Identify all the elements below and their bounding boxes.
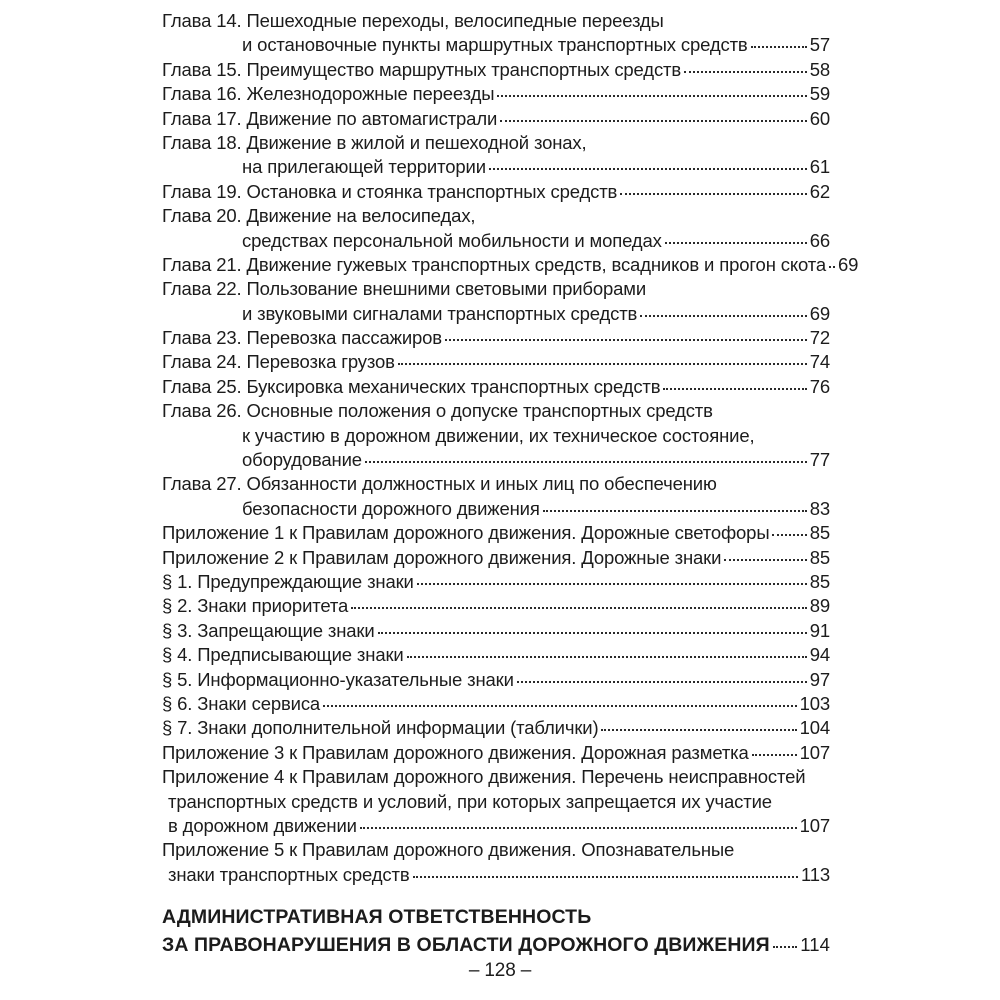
toc-line [162,448,830,472]
dot-leader [407,652,807,658]
toc-entry [162,668,830,692]
toc-entry [162,82,830,106]
page-reference: 61 [809,156,830,178]
dot-leader [517,677,807,683]
dot-leader [663,384,806,390]
toc-line [162,33,830,57]
dot-leader [684,67,807,73]
toc-line [162,716,830,740]
toc-entry-title: Движение в жилой и пешеходной зонах, [246,131,587,153]
toc-line [162,668,830,692]
dot-leader [543,506,807,512]
toc-entry-title: § 1. Предупреждающие знаки [162,570,414,592]
page-reference: 69 [809,302,830,324]
toc-line [162,521,830,545]
toc-entry-title: знаки транспортных средств [168,863,410,885]
dot-leader [829,262,835,268]
page-reference: 57 [809,34,830,56]
toc-line [162,277,830,301]
chapter-label: Глава 21. [162,253,242,275]
toc-entry-title: Перевозка пассажиров [246,327,442,349]
page-reference: 85 [809,570,830,592]
toc-entry-title: Обязанности должностных и иных лиц по обеспечению [246,473,717,495]
dot-leader [398,359,807,365]
toc-entry-title: оборудование [242,449,362,471]
page-number: – 128 – [468,960,532,981]
toc-entry-title: § 2. Знаки приоритета [162,595,349,617]
toc-entry-title: в дорожном движении [168,814,357,836]
toc-entry-title: § 4. Предписывающие знаки [162,644,404,666]
toc-entry [162,131,830,180]
toc-entry [162,546,830,570]
page-reference: 107 [799,741,830,763]
page-reference: 77 [809,449,830,471]
dot-leader [640,311,807,317]
toc-line [162,131,830,155]
toc-entry-title: Пользование внешними световыми приборами [246,278,647,300]
toc-entry-title: Движение на велосипедах, [246,205,476,227]
dot-leader [360,823,797,829]
toc-line [162,814,830,838]
chapter-label: Глава 19. [162,180,242,202]
page-reference: 66 [809,229,830,251]
toc-entry-title: Приложение 3 к Правилам дорожного движения. Дорожная разметка [162,741,749,763]
toc-line [162,326,830,350]
toc-entry-title: Основные положения о допуске транспортных средств [246,400,713,422]
page-reference: 107 [799,814,830,836]
toc-line [162,594,830,618]
toc-entry [162,472,830,521]
toc-entry-title: Приложение 4 к Правилам дорожного движения. Перечень неисправностей [162,766,806,788]
toc-entry [162,716,830,740]
chapter-label: Глава 18. [162,131,242,153]
dot-leader [413,872,798,878]
toc-line [162,643,830,667]
toc-entry-title: Пешеходные переходы, велосипедные переезды [246,10,664,31]
toc-line [162,375,830,399]
toc-line [162,497,830,521]
dot-leader [601,725,796,731]
toc-entry [162,180,830,204]
toc-line [162,82,830,106]
page-reference: 114 [800,934,830,955]
toc-line [162,302,830,326]
page-reference: 58 [809,58,830,80]
dot-leader [724,555,806,561]
toc-entry [162,9,830,58]
toc-entry-title: § 6. Знаки сервиса [162,692,321,714]
toc-entry-title: § 3. Запрещающие знаки [162,619,375,641]
dot-leader [773,942,797,948]
section-heading-administrative-responsibility [162,904,830,958]
toc-line [162,107,830,131]
page-reference: 104 [799,717,830,739]
toc-line [162,204,830,228]
toc-line [162,155,830,179]
dot-leader [620,189,806,195]
toc-entry-title: транспортных средств и условий, при которых запрещается их участие [168,790,772,812]
toc-entry-title: средствах персональной мобильности и мопедах [242,229,662,251]
chapter-label: Глава 16. [162,83,242,105]
toc-entry-title: и остановочные пункты маршрутных транспортных средств [242,34,748,56]
toc-line [162,229,830,253]
chapter-label: Глава 20. [162,205,242,227]
toc-line [162,570,830,594]
dot-leader [665,238,807,244]
page-reference: 72 [809,327,830,349]
dot-leader [365,457,807,463]
toc-entry [162,58,830,82]
chapter-label: Глава 23. [162,327,242,349]
toc-line [162,350,830,374]
page-reference: 76 [809,375,830,397]
page-reference: 60 [809,107,830,129]
page-reference: 91 [809,619,830,641]
page-reference: 69 [838,253,859,275]
toc-entry-title: Движение гужевых транспортных средств, всадников и прогон скота [246,253,826,275]
toc-line [162,9,830,33]
toc-line [162,253,859,277]
dot-leader [445,335,807,341]
toc-entry-title: Преимущество маршрутных транспортных средств [246,58,682,80]
toc-entry-title: Остановка и стоянка транспортных средств [246,180,618,202]
toc-entry-title: Приложение 5 к Правилам дорожного движения. Опознавательные [162,839,735,861]
toc-entry [162,253,859,277]
toc-entry [162,107,830,131]
table-of-contents [162,9,859,887]
chapter-label: Глава 26. [162,400,242,422]
toc-line [162,790,830,814]
toc-entry [162,741,830,765]
toc-entry-title: Движение по автомагистрали [246,107,498,129]
toc-entry [162,350,830,374]
dot-leader [752,750,797,756]
toc-line [162,838,830,862]
dot-leader [417,579,807,585]
page-reference: 83 [809,497,830,519]
toc-entry [162,326,830,350]
toc-entry-title: Приложение 2 к Правилам дорожного движения. Дорожные знаки [162,546,722,568]
toc-line [162,399,830,423]
dot-leader [489,164,807,170]
dot-leader [351,603,807,609]
toc-entry [162,399,830,472]
toc-entry [162,277,830,326]
page-reference: 62 [809,180,830,202]
toc-entry [162,594,830,618]
toc-entry-title: безопасности дорожного движения [242,497,540,519]
toc-line [162,863,830,887]
page-reference: 103 [799,692,830,714]
toc-entry [162,204,830,253]
toc-entry-title: § 5. Информационно-указательные знаки [162,668,514,690]
toc-line [162,58,830,82]
toc-entry-title: Буксировка механических транспортных средств [246,375,661,397]
section-heading-text: АДМИНИСТРАТИВНАЯ ОТВЕТСТВЕННОСТЬ [162,906,592,928]
dot-leader [500,116,807,122]
toc-line [162,619,830,643]
toc-entry [162,521,830,545]
toc-line [162,424,830,448]
toc-entry-title: к участию в дорожном движении, их техническое состояние, [242,424,755,446]
page-reference: 97 [809,668,830,690]
page-reference: 89 [809,595,830,617]
page-reference: 94 [809,644,830,666]
toc-line [162,180,830,204]
toc-entry-title: Приложение 1 к Правилам дорожного движения. Дорожные светофоры [162,522,770,544]
toc-entry-title: Железнодорожные переезды [246,83,495,105]
page-reference: 59 [809,83,830,105]
toc-entry [162,375,830,399]
dot-leader [497,91,806,97]
toc-line [162,546,830,570]
toc-entry [162,838,830,887]
toc-entry [162,619,830,643]
toc-entry [162,643,830,667]
section-heading-line [162,931,830,958]
page-reference: 113 [800,863,830,885]
toc-entry [162,765,830,838]
toc-entry-title: Перевозка грузов [246,351,395,373]
page-reference: 85 [809,546,830,568]
toc-line [162,765,830,789]
toc-entry [162,570,830,594]
chapter-label: Глава 17. [162,107,242,129]
toc-line [162,741,830,765]
chapter-label: Глава 15. [162,58,242,80]
chapter-label: Глава 22. [162,278,242,300]
chapter-label: Глава 24. [162,351,242,373]
toc-entry [162,692,830,716]
dot-leader [323,701,797,707]
toc-entry-title: § 7. Знаки дополнительной информации (таблички) [162,717,599,739]
page-reference: 85 [809,522,830,544]
chapter-label: Глава 25. [162,375,242,397]
section-heading-text: ЗА ПРАВОНАРУШЕНИЯ В ОБЛАСТИ ДОРОЖНОГО ДВИЖЕНИЯ [162,934,770,956]
dot-leader [772,530,806,536]
toc-entry-title: на прилегающей территории [242,156,486,178]
dot-leader [751,42,807,48]
toc-line [162,472,830,496]
page-reference: 74 [809,351,830,373]
toc-line [162,692,830,716]
section-heading-line [162,904,830,931]
chapter-label: Глава 14. [162,10,242,31]
chapter-label: Глава 27. [162,473,242,495]
toc-entry-title: и звуковыми сигналами транспортных средств [242,302,638,324]
dot-leader [378,628,807,634]
